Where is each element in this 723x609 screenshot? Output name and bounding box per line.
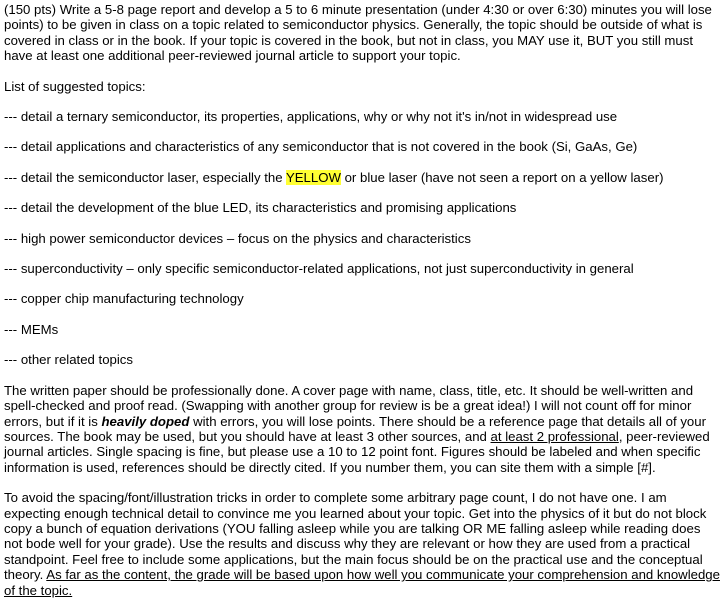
topic-item-high-power: --- high power semiconductor devices – focus on the physics and characteristics bbox=[4, 230, 471, 246]
topic-item-mems: --- MEMs bbox=[4, 321, 59, 337]
grading-statement-underline: As far as the content, the grade will be based upon how well you communicate your comprehension and knowledge of the topic. bbox=[4, 567, 720, 598]
topic-item-blue-led: --- detail the development of the blue LED, its characteristics and promising applications bbox=[4, 200, 517, 216]
professional-sources-underline: at least 2 professional bbox=[490, 428, 619, 444]
page-count-paragraph bbox=[4, 490, 720, 598]
topic-item-ternary: --- detail a ternary semiconductor, its properties, applications, why or why not it's in/not in widespread use bbox=[4, 109, 618, 125]
intro-paragraph: (150 pts) Write a 5-8 page report and develop a 5 to 6 minute presentation (under 4:30 or over 6:30) minutes you will lose points) to be given in class on a topic related to semiconductor physics. Generally, the topic should be outside of what is covered in class or in the book. If your topic is covered in the book, but not in class, you MAY use it, BUT you still must have at least one additional peer-reviewed journal article to support your topic. bbox=[4, 2, 712, 64]
topic-item-other: --- other related topics bbox=[4, 352, 133, 368]
topic-item-laser bbox=[4, 170, 720, 185]
para2-text-2: with errors, you will lose points. There should be a reference page that details all of your sources. The book may be used, but you should have at least 3 other sources, and bbox=[4, 413, 706, 444]
para3-text-1: To avoid the spacing/font/illustration tricks in order to complete some arbitrary page count, I do not have one. I am expecting enough technical detail to convince me you learned about your topic. Get into the physics of it but do not block copy a bunch of equation derivations (YOU falling asleep while you are talking OR ME falling asleep while reading does not bode well for your grade). Use the results and discuss why they are relevant or how they are used from a practical standpoint. Feel free to include some applications, but the main focus should be on the practical use and the conceptual theory. bbox=[4, 490, 707, 583]
topic-item-superconductivity: --- superconductivity – only specific semiconductor-related applications, not just superconductivity in general bbox=[4, 261, 634, 277]
topic-item-copper-chip: --- copper chip manufacturing technology bbox=[4, 291, 244, 307]
assignment-document bbox=[4, 0, 720, 598]
para2-text-1: The written paper should be professionally done. A cover page with name, class, title, etc. It should be well-written and spell-checked and proof read. (Swapping with another group for review is be a great idea!) I will not count off for minor errors, but if it is bbox=[4, 382, 694, 429]
yellow-highlight: YELLOW bbox=[285, 169, 341, 185]
topic-laser-text-before: --- detail the semiconductor laser, especially the bbox=[4, 169, 286, 185]
written-paper-paragraph bbox=[4, 383, 720, 475]
topic-item-other-semiconductor: --- detail applications and characteristics of any semiconductor that is not covered in the book (Si, GaAs, Ge) bbox=[4, 139, 638, 155]
para2-text-3: , peer-reviewed journal articles. Single spacing is fine, but please use a 10 to 12 point font. Figures should be labeled and when specific information is used, references should be directly cited. If you number them, you can site them with a simple [#]. bbox=[4, 428, 710, 475]
topic-laser-text-after: or blue laser (have not seen a report on a yellow laser) bbox=[340, 169, 664, 185]
heavily-doped-emphasis: heavily doped bbox=[101, 413, 190, 429]
topics-list-title: List of suggested topics: bbox=[4, 78, 146, 94]
